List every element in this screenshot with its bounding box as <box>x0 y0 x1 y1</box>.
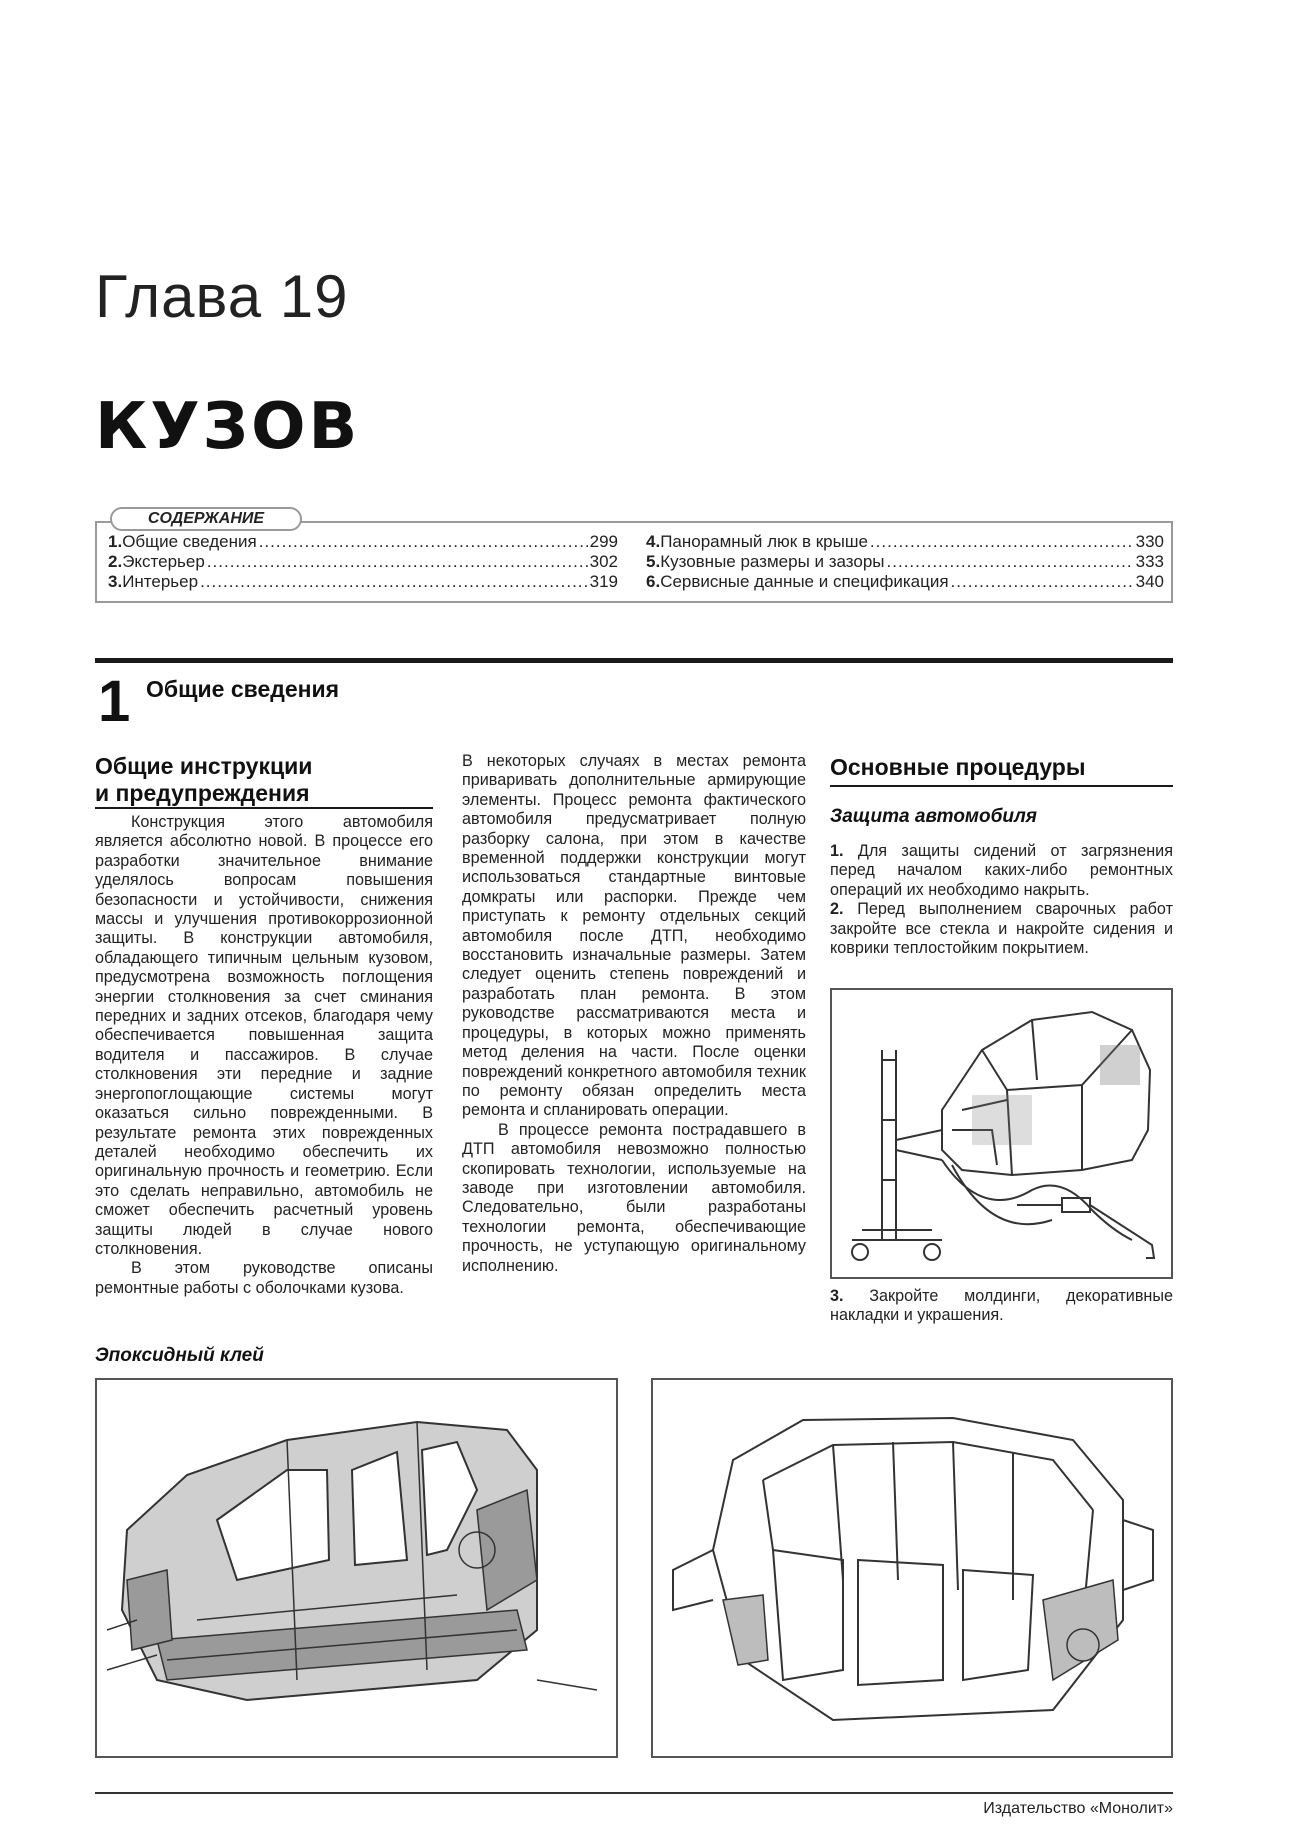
col1-paragraph: В этом руководстве описаны ремонтные работы с оболочками кузова. <box>95 1259 433 1297</box>
toc-item-number: 4. <box>646 532 661 551</box>
col2-body <box>462 752 806 1276</box>
col1-heading-line1: Общие инструкции <box>95 753 313 779</box>
toc-leader <box>259 532 588 552</box>
toc-item-number: 5. <box>646 552 661 571</box>
toc-leader <box>200 572 588 592</box>
toc-heading: СОДЕРЖАНИЕ <box>110 507 302 531</box>
toc-item-title: Кузовные размеры и зазоры <box>660 552 885 571</box>
figure-body-shell-side-drawing <box>97 1380 616 1756</box>
figure-caption: Эпоксидный клей <box>95 1345 264 1366</box>
toc-item[interactable] <box>646 572 1164 592</box>
toc-leader <box>887 552 1134 572</box>
col2-paragraph: В процессе ремонта пострадавшего в ДТП автомобиля невозможно полностью скопировать технологии, используемые на заводе при изготовлении автомобиля. Следовательно, были разработаны технологии ремонта, обеспечивающие прочность, не уступающую оригинальному исполнению. <box>462 1120 806 1275</box>
toc-item[interactable] <box>108 552 618 572</box>
toc-item-number: 2. <box>108 552 123 571</box>
col3-subheading: Защита автомобиля <box>830 806 1037 827</box>
toc-item-page: 302 <box>589 552 618 571</box>
toc-item[interactable] <box>108 572 618 592</box>
toc-item-title: Сервисные данные и спецификация <box>660 572 949 591</box>
procedure-item-text: Для защиты сидений от загрязнения перед началом каких-либо ремонтных операций их необходимо накрыть. <box>830 842 1173 899</box>
col1-heading <box>95 753 435 807</box>
footer-rule <box>95 1792 1173 1794</box>
figure-body-frame-perspective <box>651 1378 1173 1758</box>
col3-heading-rule <box>830 785 1173 787</box>
toc-item-number: 1. <box>108 532 123 551</box>
toc-item-page: 319 <box>589 572 618 591</box>
toc-item[interactable] <box>108 532 618 552</box>
figure-body-on-stand <box>830 988 1173 1279</box>
publisher-name: Издательство «Монолит» <box>983 1800 1173 1817</box>
section-title: Общие сведения <box>146 676 340 702</box>
procedure-item <box>830 842 1173 900</box>
col3-heading: Основные процедуры <box>830 754 1086 780</box>
col1-body <box>95 813 433 1298</box>
procedure-item-number: 1. <box>830 842 844 860</box>
toc-item-page: 330 <box>1135 532 1164 551</box>
toc-item-title: Интерьер <box>122 572 199 591</box>
col1-heading-line2: и предупреждения <box>95 780 310 806</box>
toc-item[interactable] <box>646 532 1164 552</box>
toc-column-left <box>108 532 618 592</box>
toc-item-title: Общие сведения <box>122 532 257 551</box>
toc-item-title: Экстерьер <box>122 552 205 571</box>
figure-body-shell-side <box>95 1378 618 1758</box>
col3-list <box>830 842 1173 958</box>
procedure-item-text: Перед выполнением сварочных работ закройте все стекла и накройте сидения и коврики теплостойким покрытием. <box>830 900 1173 958</box>
chapter-title: КУЗОВ <box>95 390 361 464</box>
toc-leader <box>951 572 1134 592</box>
col2-paragraph: В некоторых случаях в местах ремонта приваривать дополнительные армирующие элементы. Процесс ремонта фактического автомобиля предусматривает полную разборку салона, при этом в качестве временной поддержки конструкции могут использоваться стандартные винтовые домкраты или распорки. Прежде чем приступать к ремонту отдельных секций автомобиля после ДТП, необходимо восстановить изначальные размеры. Затем следует оценить степень повреждений и разработать план ремонта. В этом руководстве рассматриваются места и процедуры, в которых можно применять метод деления на части. После оценки повреждений конкретного автомобиля техник по ремонту обязан определить места ремонта и спланировать операции. <box>462 752 806 1120</box>
procedure-item-number: 3. <box>830 1287 844 1305</box>
toc-item[interactable] <box>646 552 1164 572</box>
col1-heading-rule <box>95 807 433 809</box>
procedure-item-number: 2. <box>830 900 844 919</box>
toc-item-page: 333 <box>1135 552 1164 571</box>
procedure-item <box>830 900 1173 958</box>
toc-item-page: 340 <box>1135 572 1164 591</box>
procedure-item-text: Закройте молдинги, декоративные накладки и украшения. <box>830 1287 1173 1325</box>
toc-item-title: Панорамный люк в крыше <box>660 532 868 551</box>
chapter-label: Глава 19 <box>95 263 349 330</box>
figure-body-frame-perspective-drawing <box>653 1380 1171 1756</box>
toc-item-page: 299 <box>589 532 618 551</box>
procedure-item <box>830 1287 1173 1326</box>
toc-leader <box>870 532 1134 552</box>
col3-list-continued <box>830 1287 1173 1326</box>
toc-leader <box>207 552 588 572</box>
section-number: 1 <box>98 669 131 734</box>
col1-paragraph: Конструкция этого автомобиля является абсолютно новой. В процессе его разработки значительное внимание уделялось вопросам повышения безопасности и устойчивости, снижения массы и улучшения противокоррозионной защиты. В конструкции автомобиля, обладающего типичным цельным кузовом, предусмотрена возможность поглощения энергии столкновения за счет сминания передних и задних отсеков, благодаря чему обеспечивается повышенная защита водителя и пассажиров. В случае столкновения эти передние и задние энергопоглощающие системы могут оказаться сильно поврежденными. В результате ремонта этих поврежденных деталей необходимо обеспечить их оригинальную прочность и геометрию. Если это сделать неправильно, автомобиль не сможет обеспечить расчетный уровень защиты людей в случае нового столкновения. <box>95 813 433 1258</box>
toc-item-number: 3. <box>108 572 123 591</box>
toc-item-number: 6. <box>646 572 661 591</box>
toc-column-right <box>646 532 1164 592</box>
section-rule <box>95 658 1173 663</box>
figure-body-on-stand-drawing <box>832 990 1171 1277</box>
